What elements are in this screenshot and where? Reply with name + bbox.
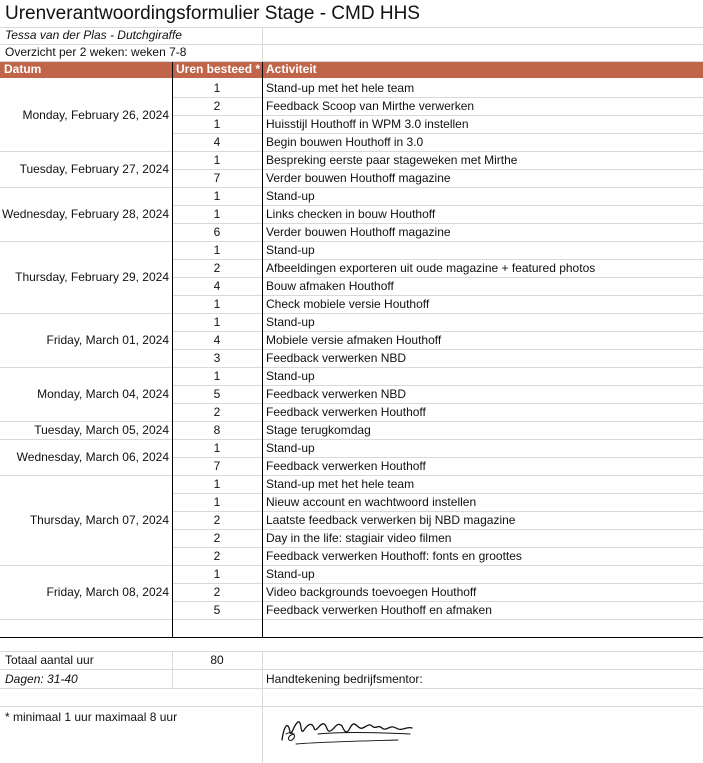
hours-cell: 4 [213, 135, 221, 149]
activity-cell: Afbeeldingen exporteren uit oude magazine + featured photos [266, 261, 596, 275]
day-divider [0, 367, 172, 368]
day-divider [0, 187, 172, 188]
activity-cell: Stand-up [266, 369, 315, 383]
form-title: Urenverantwoordingsformulier Stage - CMD HHS [5, 3, 420, 24]
day-divider [0, 313, 172, 314]
hours-cell: 3 [213, 351, 221, 365]
grid-line [0, 44, 703, 45]
activity-cell: Bespreking eerste paar stageweken met Mirthe [266, 153, 518, 167]
hours-cell: 1 [213, 567, 221, 581]
days-range: Dagen: 31-40 [5, 672, 78, 686]
hours-cell: 4 [213, 333, 221, 347]
hours-cell: 2 [213, 405, 221, 419]
day-divider [0, 475, 172, 476]
hours-cell: 1 [213, 243, 221, 257]
date-cell: Wednesday, March 06, 2024 [16, 450, 169, 464]
activity-cell: Verder bouwen Houthoff magazine [266, 225, 451, 239]
grid-line [0, 27, 703, 28]
activity-cell: Stand-up [266, 243, 315, 257]
date-cell: Tuesday, February 27, 2024 [19, 162, 169, 176]
date-cell: Tuesday, March 05, 2024 [34, 423, 169, 437]
grid-line [0, 688, 703, 689]
hours-cell: 7 [213, 171, 221, 185]
hours-cell: 2 [213, 513, 221, 527]
day-divider [0, 619, 172, 620]
table-bottom-border [0, 637, 703, 638]
footnote: * minimaal 1 uur maximaal 8 uur [5, 710, 178, 724]
hours-cell: 1 [213, 189, 221, 203]
activity-cell: Huisstijl Houthoff in WPM 3.0 instellen [266, 117, 469, 131]
date-cell: Monday, March 04, 2024 [37, 387, 169, 401]
total-label: Totaal aantal uur [5, 653, 94, 667]
activity-cell: Mobiele versie afmaken Houthoff [266, 333, 442, 347]
activity-cell: Stand-up [266, 315, 315, 329]
grid-line [262, 651, 263, 763]
grid-line [0, 61, 703, 62]
activity-cell: Feedback verwerken Houthoff [266, 405, 426, 419]
total-hours: 80 [210, 653, 224, 667]
activity-cell: Bouw afmaken Houthoff [266, 279, 394, 293]
hours-cell: 1 [213, 81, 221, 95]
activity-cell: Stand-up [266, 441, 315, 455]
date-cell: Friday, March 08, 2024 [46, 585, 169, 599]
grid-line [262, 27, 263, 61]
hours-cell: 5 [213, 603, 221, 617]
day-divider [0, 151, 172, 152]
hours-cell: 1 [213, 315, 221, 329]
mentor-signature [278, 706, 418, 750]
grid-line [172, 651, 173, 688]
activity-cell: Feedback verwerken Houthoff: fonts en groottes [266, 549, 522, 563]
activity-cell: Feedback verwerken Houthoff [266, 459, 426, 473]
hours-cell: 6 [213, 225, 221, 239]
activity-cell: Verder bouwen Houthoff magazine [266, 171, 451, 185]
hours-cell: 5 [213, 387, 221, 401]
hours-cell: 2 [213, 585, 221, 599]
day-divider [0, 241, 172, 242]
activity-cell: Check mobiele versie Houthoff [266, 297, 430, 311]
grid-line [0, 669, 703, 670]
activity-cell: Stand-up met het hele team [266, 81, 415, 95]
activity-cell: Laatste feedback verwerken bij NBD magazine [266, 513, 516, 527]
student-name: Tessa van der Plas - Dutchgiraffe [5, 28, 182, 42]
activity-cell: Stand-up met het hele team [266, 477, 415, 491]
activity-cell: Stand-up [266, 189, 315, 203]
activity-cell: Stand-up [266, 567, 315, 581]
grid-line [0, 651, 703, 652]
hours-cell: 7 [213, 459, 221, 473]
activity-cell: Video backgrounds toevoegen Houthoff [266, 585, 477, 599]
hours-cell: 1 [213, 117, 221, 131]
activity-cell: Begin bouwen Houthoff in 3.0 [266, 135, 424, 149]
hours-cell: 8 [213, 423, 221, 437]
hours-cell: 1 [213, 495, 221, 509]
column-header-date: Datum [4, 62, 42, 76]
column-header-activity: Activiteit [266, 62, 317, 76]
activity-cell: Nieuw account en wachtwoord instellen [266, 495, 477, 509]
activity-cell: Feedback verwerken Houthoff en afmaken [266, 603, 492, 617]
hours-cell: 4 [213, 279, 221, 293]
hours-cell: 2 [213, 99, 221, 113]
hours-column-right-border [262, 61, 263, 637]
hours-cell: 2 [213, 531, 221, 545]
activity-cell: Links checken in bouw Houthoff [266, 207, 436, 221]
hours-column-left-border [172, 61, 173, 637]
hours-cell: 1 [213, 297, 221, 311]
hours-cell: 1 [213, 441, 221, 455]
activity-cell: Day in the life: stagiair video filmen [266, 531, 452, 545]
day-divider [0, 439, 172, 440]
date-cell: Thursday, March 07, 2024 [29, 513, 169, 527]
signature-label: Handtekening bedrijfsmentor: [266, 672, 423, 686]
hours-cell: 1 [213, 207, 221, 221]
activity-cell: Feedback Scoop van Mirthe verwerken [266, 99, 475, 113]
row-divider [172, 619, 703, 620]
date-cell: Monday, February 26, 2024 [22, 108, 169, 122]
date-cell: Friday, March 01, 2024 [46, 333, 169, 347]
hours-cell: 2 [213, 549, 221, 563]
activity-cell: Feedback verwerken NBD [266, 387, 407, 401]
date-cell: Wednesday, February 28, 2024 [2, 207, 169, 221]
hours-cell: 1 [213, 477, 221, 491]
column-header-hours: Uren besteed * [176, 62, 261, 76]
activity-cell: Stage terugkomdag [266, 423, 371, 437]
overview-period: Overzicht per 2 weken: weken 7-8 [5, 45, 187, 59]
hours-cell: 1 [213, 369, 221, 383]
activity-cell: Feedback verwerken NBD [266, 351, 407, 365]
hours-cell: 2 [213, 261, 221, 275]
grid-line [0, 706, 703, 707]
hours-cell: 1 [213, 153, 221, 167]
date-cell: Thursday, February 29, 2024 [15, 270, 169, 284]
table-header [0, 61, 703, 78]
day-divider [0, 565, 172, 566]
